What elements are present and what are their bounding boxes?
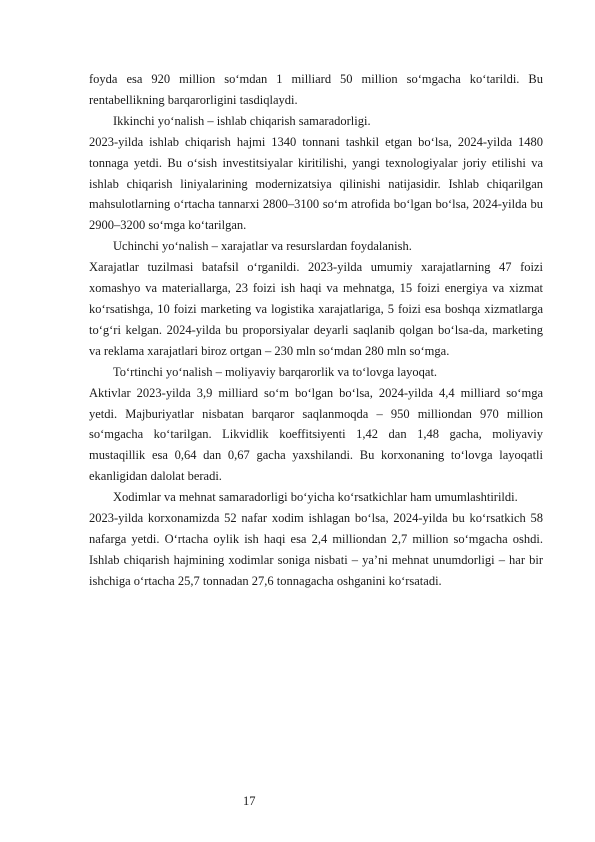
paragraph-staff-figures: 2023-yilda korxonamizda 52 nafar xodim ishlagan bo‘lsa, 2024-yilda bu ko‘rsatkich 58 nafarga yetdi. O‘rtacha oylik ish haqi esa 2,4 milliondan 2,7 million so‘mgacha oshdi. Ishlab chiqarish hajmining xodimlar soniga nisbati – ya’ni mehnat unumdorligi – har bir ishchiga o‘rtacha 25,7 tonnadan 27,6 tonnagacha oshganini ko‘rsatadi.	[89, 511, 543, 588]
body-text	[89, 69, 543, 592]
paragraph-assets-liquidity: Aktivlar 2023-yilda 3,9 milliard so‘m bo‘lgan bo‘lsa, 2024-yilda 4,4 milliard so‘mga yetdi. Majburiyatlar nisbatan barqaror saqlanmoqda – 950 milliondan 970 million so‘mgacha ko‘tarilgan. Likvidlik koeffitsiyenti 1,42 dan 1,48 gacha, moliyaviy mustaqillik esa 0,64 dan 0,67 gacha yaxshilandi. Bu korxonaning to‘lovga layoqatli ekanligidan dalolat beradi.	[89, 385, 543, 484]
paragraph-profit-continuation: foyda esa 920 million so‘mdan 1 milliard 50 million so‘mgacha ko‘tarildi. Bu rentabellikning barqarorligini tasdiqlaydi.	[89, 72, 543, 107]
heading-staff-productivity: Xodimlar va mehnat samaradorligi bo‘yicha ko‘rsatkichlar ham umumlashtirildi.	[113, 490, 518, 505]
heading-second-direction: Ikkinchi yo‘nalish – ishlab chiqarish samaradorligi.	[113, 113, 371, 128]
heading-fourth-direction: To‘rtinchi yo‘nalish – moliyaviy barqarorlik va to‘lovga layoqat.	[113, 364, 438, 379]
paragraph-production-volume: 2023-yilda ishlab chiqarish hajmi 1340 tonnani tashkil etgan bo‘lsa, 2024-yilda 1480 tonnaga yetdi. Bu o‘sish investitsiyalar kiritilishi, yangi texnologiyalar joriy etilishi va ishlab chiqarish liniyalarining modernizatsiya qilinishi natijasidir. Ishlab chiqarilgan mahsulotlarning o‘rtacha tannarxi 2800–3100 so‘m atrofida bo‘lgan bo‘lsa, 2024-yilda bu 2900–3200 so‘mga ko‘tarilgan.	[89, 134, 543, 233]
paragraph-expense-structure: Xarajatlar tuzilmasi batafsil o‘rganildi. 2023-yilda umumiy xarajatlarning 47 foizi xomashyo va materiallarga, 23 foizi ish haqi va mehnatga, 15 foizi energiya va xizmat ko‘rsatishga, 10 foizi marketing va logistika xarajatlariga, 5 foizi esa boshqa xizmatlarga to‘g‘ri kelgan. 2024-yilda bu proporsiyalar deyarli saqlanib qolgan bo‘lsa-da, marketing va reklama xarajatlari biroz ortgan – 230 mln so‘mdan 280 mln so‘mga.	[89, 260, 543, 358]
heading-third-direction: Uchinchi yo‘nalish – xarajatlar va resurslardan foydalanish.	[113, 239, 412, 254]
page-number: 17	[243, 794, 256, 808]
